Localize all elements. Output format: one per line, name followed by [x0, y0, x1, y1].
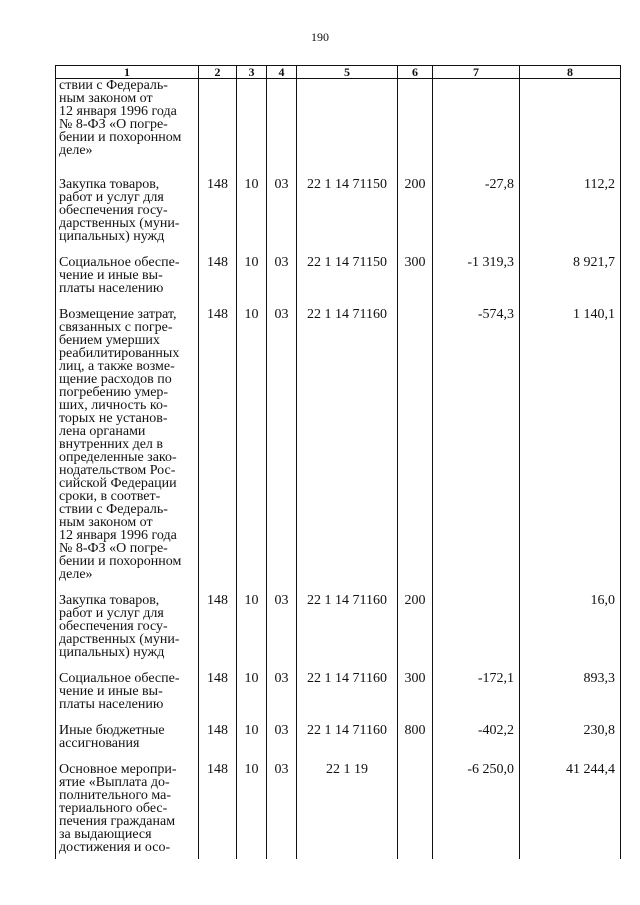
total-amount-cell: 893,3: [520, 672, 621, 724]
header-col-7: 7: [433, 66, 520, 79]
table-row: [56, 594, 621, 672]
description-line: за выдающиеся: [59, 826, 152, 842]
description-line: ствии с Федераль-: [59, 501, 168, 517]
change-amount-cell: [433, 594, 520, 672]
table-row: [56, 724, 621, 763]
subsection-cell: 03: [267, 256, 297, 308]
description-line: обеспечения госу-: [59, 202, 168, 218]
admin-cell: 148: [199, 724, 237, 763]
header-col-5: 5: [297, 66, 398, 79]
description-line: связанных с погре-: [59, 319, 173, 335]
admin-cell: 148: [199, 763, 237, 859]
description-line: бением умерших: [59, 332, 160, 348]
description-line: ципальных) нужд: [59, 228, 165, 244]
subsection-cell: 03: [267, 308, 297, 594]
description-line: Закупка товаров,: [59, 176, 160, 192]
description-line: щение расходов по: [59, 371, 172, 387]
description-line: бении и похоронном: [59, 553, 182, 569]
header-col-2: 2: [199, 66, 237, 79]
table-row: [56, 763, 621, 859]
table-body: [56, 79, 621, 859]
description-cell: [56, 763, 199, 859]
change-amount-cell: -574,3: [433, 308, 520, 594]
section-cell: 10: [237, 763, 267, 859]
description-line: Закупка товаров,: [59, 592, 160, 608]
section-cell: 10: [237, 594, 267, 672]
code-cell: 22 1 14 71150: [297, 256, 398, 308]
description-cell: [56, 672, 199, 724]
description-line: полнительного ма-: [59, 787, 172, 803]
section-cell: 10: [237, 178, 267, 256]
description-line: платы населению: [59, 280, 164, 296]
description-cell: [56, 256, 199, 308]
description-line: внутренних дел в: [59, 436, 164, 452]
section-cell: 10: [237, 308, 267, 594]
description-line: сроки, в соответ-: [59, 488, 161, 504]
subsection-cell: 03: [267, 763, 297, 859]
expense-kind-cell: 800: [398, 724, 433, 763]
description-line: чение и иные вы-: [59, 683, 163, 699]
expense-kind-cell: 200: [398, 594, 433, 672]
description-line: чение и иные вы-: [59, 267, 163, 283]
description-line: реабилитированных: [59, 345, 180, 361]
code-cell: 22 1 14 71150: [297, 178, 398, 256]
description-cell: [56, 79, 199, 178]
description-line: 12 января 1996 года: [59, 104, 177, 119]
description-line: 12 января 1996 года: [59, 527, 177, 543]
description-line: ятие «Выплата до-: [59, 774, 170, 790]
change-amount-cell: -1 319,3: [433, 256, 520, 308]
description-line: ным законом от: [59, 91, 153, 106]
description-line: работ и услуг для: [59, 605, 164, 621]
description-line: достижения и осо-: [59, 839, 171, 855]
subsection-cell: 03: [267, 724, 297, 763]
header-row: [56, 66, 621, 79]
subsection-cell: 03: [267, 672, 297, 724]
admin-cell: 148: [199, 256, 237, 308]
budget-table: [55, 65, 621, 859]
description-line: погребению умер-: [59, 384, 169, 400]
expense-kind-cell: 200: [398, 178, 433, 256]
code-cell: 22 1 19: [297, 763, 398, 859]
description-line: обеспечения госу-: [59, 618, 168, 634]
description-line: лена органами: [59, 423, 146, 439]
description-line: лиц, а также возме-: [59, 358, 175, 374]
expense-kind-cell: [398, 308, 433, 594]
total-amount-cell: [520, 79, 621, 178]
code-cell: 22 1 14 71160: [297, 308, 398, 594]
description-cell: [56, 308, 199, 594]
description-line: № 8-ФЗ «О погре-: [59, 540, 168, 556]
header-col-4: 4: [267, 66, 297, 79]
description-line: бении и похоронном: [59, 130, 182, 145]
page-number: 190: [311, 30, 329, 44]
admin-cell: 148: [199, 178, 237, 256]
description-line: териального обес-: [59, 800, 168, 816]
change-amount-cell: -27,8: [433, 178, 520, 256]
description-line: дарственных (муни-: [59, 215, 180, 231]
admin-cell: [199, 79, 237, 178]
description-line: деле»: [59, 143, 93, 158]
table-row: [56, 256, 621, 308]
description-line: Социальное обеспе-: [59, 670, 180, 686]
description-line: деле»: [59, 566, 93, 582]
description-line: № 8-ФЗ «О погре-: [59, 117, 168, 132]
section-cell: 10: [237, 256, 267, 308]
expense-kind-cell: 300: [398, 672, 433, 724]
total-amount-cell: 1 140,1: [520, 308, 621, 594]
description-line: торых не установ-: [59, 410, 168, 426]
description-cell: [56, 724, 199, 763]
table-row: [56, 178, 621, 256]
section-cell: [237, 79, 267, 178]
subsection-cell: [267, 79, 297, 178]
section-cell: 10: [237, 672, 267, 724]
section-cell: 10: [237, 724, 267, 763]
expense-kind-cell: 300: [398, 256, 433, 308]
header-col-8: 8: [520, 66, 621, 79]
description-line: Иные бюджетные: [59, 722, 165, 738]
change-amount-cell: -402,2: [433, 724, 520, 763]
total-amount-cell: 230,8: [520, 724, 621, 763]
description-line: ассигнования: [59, 735, 140, 751]
table-row: [56, 79, 621, 178]
admin-cell: 148: [199, 308, 237, 594]
description-cell: [56, 178, 199, 256]
header-col-1: 1: [56, 66, 199, 79]
header-col-3: 3: [237, 66, 267, 79]
table-row: [56, 308, 621, 594]
code-cell: [297, 79, 398, 178]
description-line: ципальных) нужд: [59, 644, 165, 660]
change-amount-cell: -172,1: [433, 672, 520, 724]
description-line: Социальное обеспе-: [59, 254, 180, 270]
admin-cell: 148: [199, 672, 237, 724]
description-line: ствии с Федераль-: [59, 78, 168, 93]
admin-cell: 148: [199, 594, 237, 672]
total-amount-cell: 112,2: [520, 178, 621, 256]
total-amount-cell: 8 921,7: [520, 256, 621, 308]
description-line: платы населению: [59, 696, 164, 712]
expense-kind-cell: [398, 763, 433, 859]
description-line: определенные зако-: [59, 449, 177, 465]
table-row: [56, 672, 621, 724]
description-line: ным законом от: [59, 514, 153, 530]
description-line: сийской Федерации: [59, 475, 177, 491]
description-line: работ и услуг для: [59, 189, 164, 205]
total-amount-cell: 16,0: [520, 594, 621, 672]
total-amount-cell: 41 244,4: [520, 763, 621, 859]
description-line: ших, личность ко-: [59, 397, 168, 413]
code-cell: 22 1 14 71160: [297, 594, 398, 672]
subsection-cell: 03: [267, 178, 297, 256]
subsection-cell: 03: [267, 594, 297, 672]
description-line: печения гражданам: [59, 813, 176, 829]
description-line: Основное меропри-: [59, 761, 177, 777]
change-amount-cell: -6 250,0: [433, 763, 520, 859]
description-line: дарственных (муни-: [59, 631, 180, 647]
change-amount-cell: [433, 79, 520, 178]
description-line: Возмещение затрат,: [59, 306, 177, 322]
code-cell: 22 1 14 71160: [297, 672, 398, 724]
code-cell: 22 1 14 71160: [297, 724, 398, 763]
description-line: нодательством Рос-: [59, 462, 176, 478]
description-cell: [56, 594, 199, 672]
header-col-6: 6: [398, 66, 433, 79]
expense-kind-cell: [398, 79, 433, 178]
